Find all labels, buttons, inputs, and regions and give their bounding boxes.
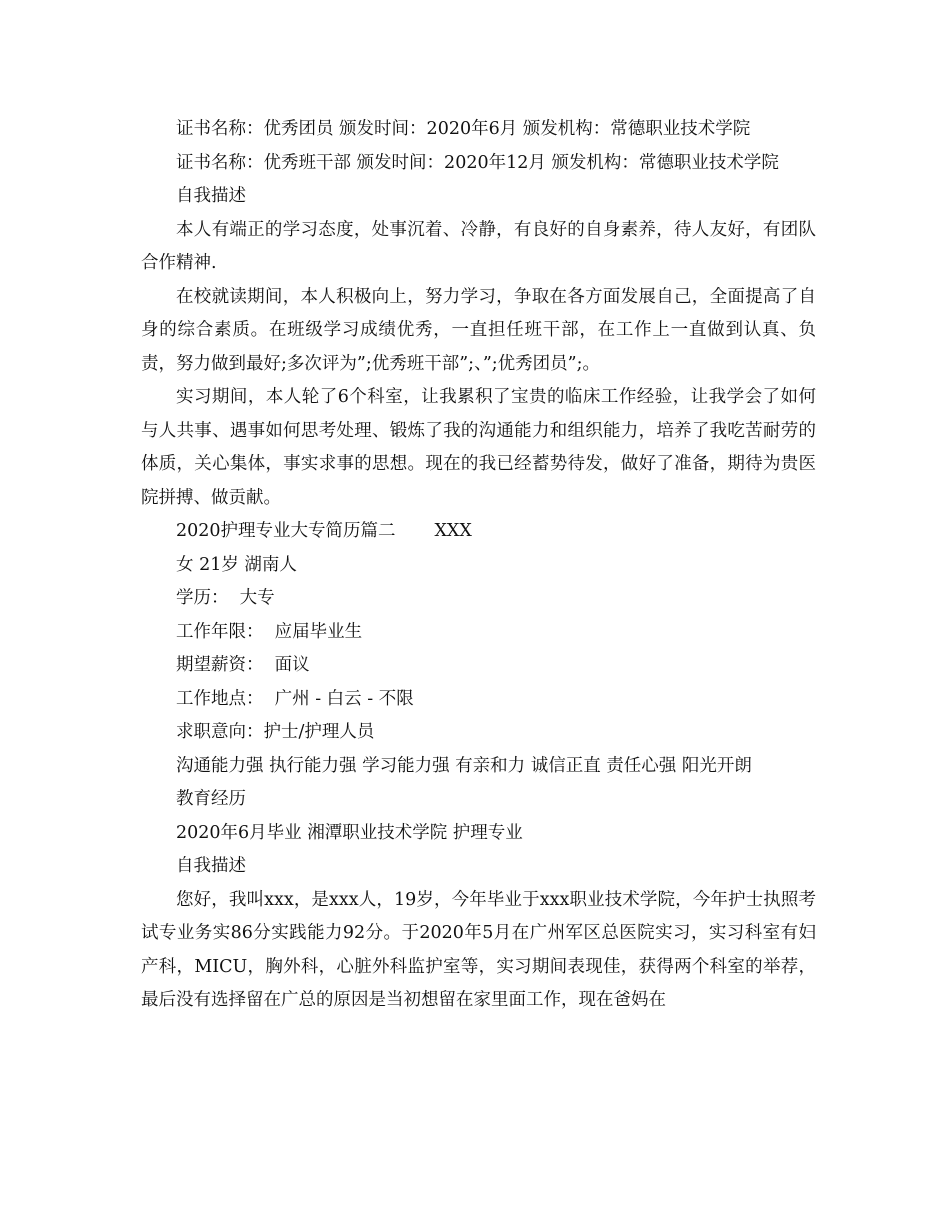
education-level-line: 学历： 大专 [176,588,275,608]
education-entry: 2020年6月毕业 湘潭职业技术学院 护理专业 [176,822,523,843]
expected-salary-line: 期望薪资： 面议 [176,655,310,675]
work-years-line: 工作年限： 应届毕业生 [176,621,363,642]
personal-info-line: 女 21岁 湖南人 [176,554,297,575]
section-heading-self-description: 自我描述 [176,186,246,206]
certificate-line-2: 证书名称：优秀班干部 颁发时间：2020年12月 颁发机构：常德职业技术学院 [176,152,779,173]
work-location-line: 工作地点： 广州 - 白云 - 不限 [176,688,414,709]
resume-title-line: 2020护理专业大专简历篇二 XXX [176,521,472,541]
section-heading-self-description-2: 自我描述 [176,856,246,876]
self-description-paragraph-4: 您好，我叫xxx，是xxx人，19岁，今年毕业于xxx职业技术学院，今年护士执照考试专业务实86分实践能力92分。于2020年5月在广州军区总医院实习，实习科室有妇产科，MICU，胸外科，心脏外科监护室等，实习期间表现佳，获得两个科室的举荐，最后没有选择留在广总的原因是当初想留在家里面工作，现在爸妈在 [141,889,816,1010]
self-description-paragraph-2: 在校就读期间，本人积极向上，努力学习，争取在各方面发展自己，全面提高了自身的综合素质。在班级学习成绩优秀，一直担任班干部，在工作上一直做到认真、负责，努力做到最好;多次评为”;优秀班干部”;、”;优秀团员”;。 [141,286,816,374]
self-description-paragraph-3: 实习期间，本人轮了6个科室，让我累积了宝贵的临床工作经验，让我学会了如何与人共事、遇事如何思考处理、锻炼了我的沟通能力和组织能力，培养了我吃苦耐劳的体质，关心集体，事实求事的思想。现在的我已经蓄势待发，做好了准备，期待为贵医院拼搏、做贡献。 [141,387,816,508]
skills-line: 沟通能力强 执行能力强 学习能力强 有亲和力 诚信正直 责任心强 阳光开朗 [176,755,752,776]
self-description-paragraph-1: 本人有端正的学习态度，处事沉着、冷静，有良好的自身素养，待人友好，有团队合作精神. [141,219,816,273]
job-intention-line: 求职意向：护士/护理人员 [176,722,375,742]
document-body [141,113,816,1018]
section-heading-education: 教育经历 [176,789,246,809]
certificate-line-1: 证书名称：优秀团员 颁发时间：2020年6月 颁发机构：常德职业技术学院 [176,119,751,139]
